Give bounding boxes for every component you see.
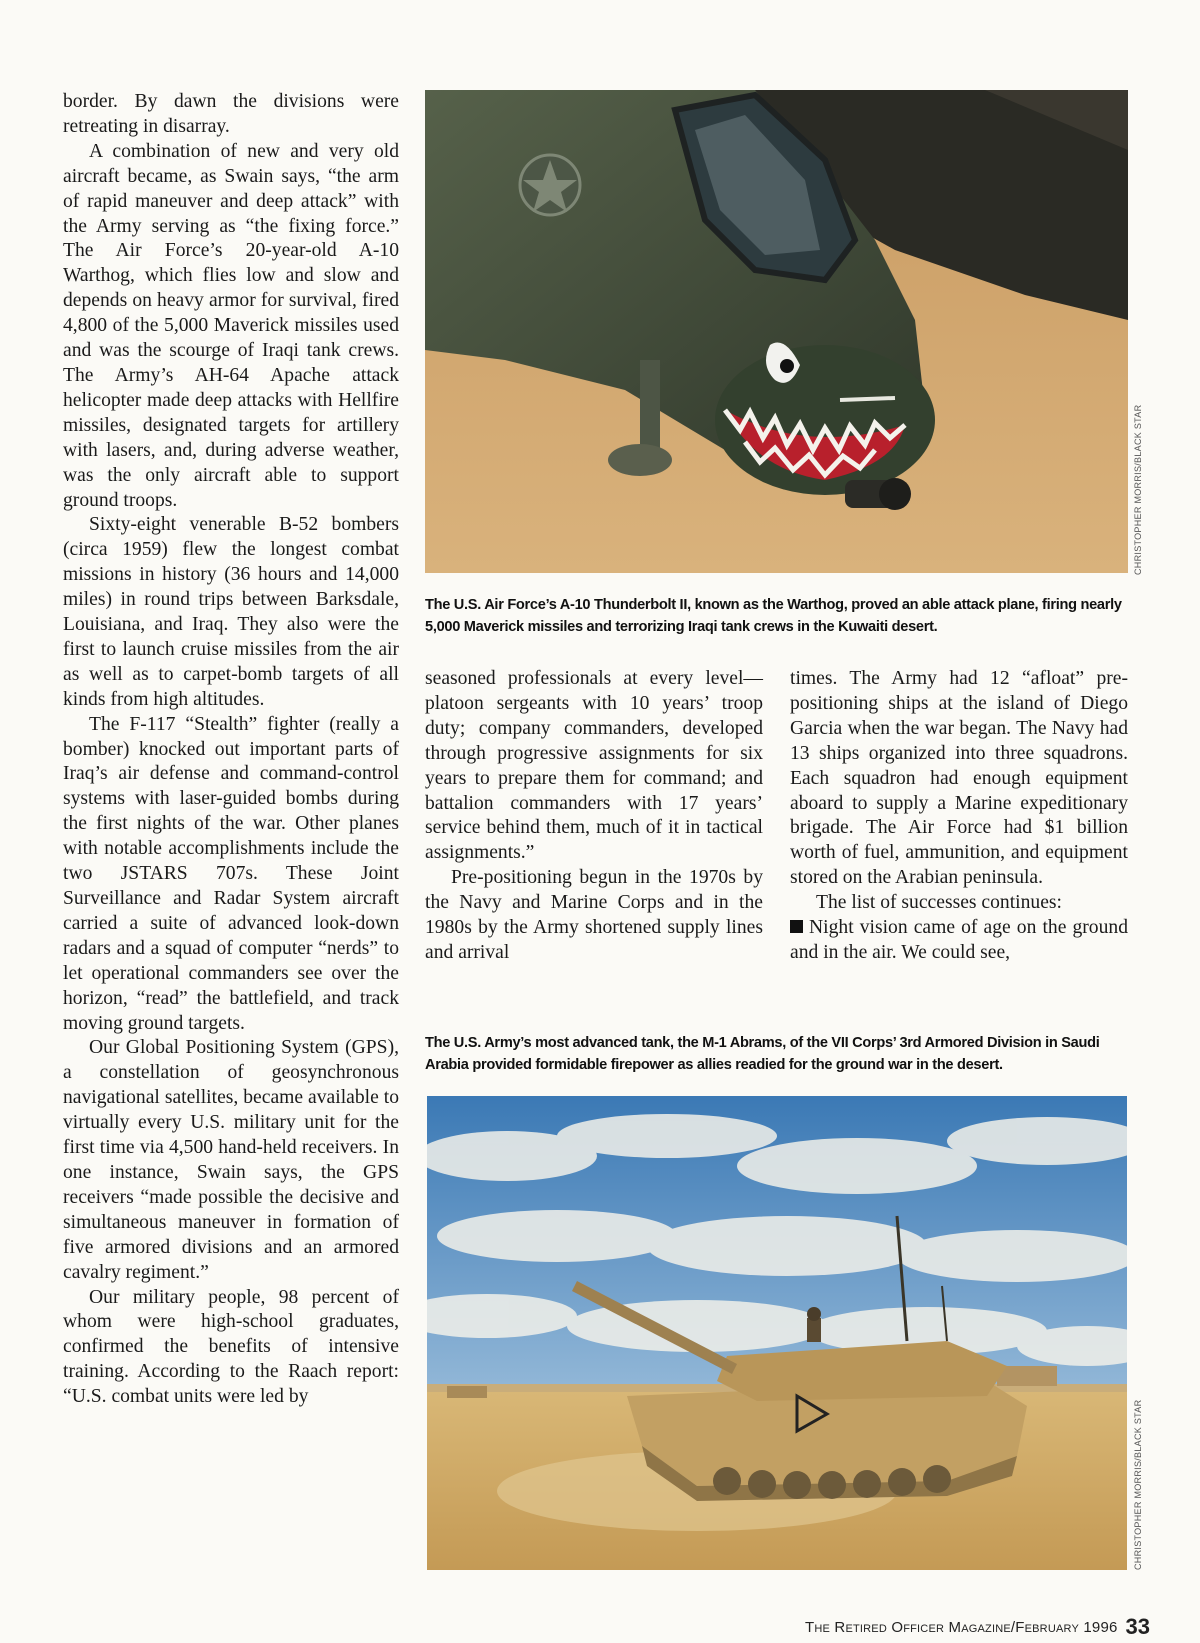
left-para: Sixty-eight venerable B-52 bombers (circa 1959) flew the longest combat missions in history (36 hours and 14,000 miles) in round trips between Barksdale, Louisiana, and Iraq. They also were the first to launch cruise missiles from the air as well as to carpet-bomb targets of all kinds from high altitudes. — [63, 514, 399, 710]
left-para: The F-117 “Stealth” fighter (really a bomber) knocked out important parts of Iraq’s air defense and command-control systems with laser-guided bombs during the first nights of the war. Other planes with notable accomplishments include the two JSTARS 707s. These Joint Surveillance and Radar System aircraft carried a suite of advanced look-down radars and a squad of computer “nerds” to let operational commanders see over the horizon, “read” the battlefield, and track moving ground targets. — [63, 713, 399, 1034]
page-footer — [805, 1614, 1151, 1640]
square-bullet-icon — [790, 920, 803, 933]
bullet-text: Night vision came of age on the ground and in the air. We could see, — [790, 917, 1128, 963]
right-text-column — [790, 667, 1128, 966]
m1-abrams-tank-photo — [427, 1096, 1127, 1570]
left-para: border. By dawn the divisions were retreating in disarray. — [63, 91, 399, 137]
left-para: Our Global Positioning System (GPS), a constellation of geosynchronous navigational satellites, became available to virtually every U.S. military unit for the first time via 4,500 hand-held receivers. In one instance, Swain says, the GPS receivers “made possible the decisive and simultaneous maneuver in formation of five armored divisions and an armored cavalry regiment.” — [63, 1037, 399, 1283]
right-para: The list of successes continues: — [816, 892, 1062, 914]
a10-photo-caption: The U.S. Air Force’s A-10 Thunderbolt II, known as the Warthog, proved an able attack plane, firing nearly 5,000 Maverick missiles and terrorizing Iraqi tank crews in the Kuwaiti desert. — [425, 597, 1122, 635]
magazine-issue: The Retired Officer Magazine/February 1996 — [805, 1619, 1118, 1636]
photo-credit: CHRISTOPHER MORRIS/BLACK STAR — [1133, 1399, 1143, 1570]
left-para: Our military people, 98 percent of whom were high-school graduates, confirmed the benefits of intensive training. According to the Raach report: “U.S. combat units were led by — [63, 1286, 399, 1408]
middle-para: Pre-positioning begun in the 1970s by the Navy and Marine Corps and in the 1980s by the Army shortened supply lines and arrival — [425, 867, 763, 963]
tank-photo-caption: The U.S. Army’s most advanced tank, the M-1 Abrams, of the VII Corps’ 3rd Armored Division in Saudi Arabia provided formidable firepower as allies readied for the ground war in the desert. — [425, 1035, 1100, 1073]
bullet-item — [790, 916, 1128, 966]
photo-credit: CHRISTOPHER MORRIS/BLACK STAR — [1133, 404, 1143, 575]
right-para: times. The Army had 12 “afloat” pre-positioning ships at the island of Diego Garcia when the war began. The Navy had 13 ships organized into three squadrons. Each squadron had enough equipment aboard to supply a Marine expeditionary brigade. The Air Force had $1 billion worth of fuel, ammunition, and equipment stored on the Arabian peninsula. — [790, 668, 1128, 889]
page-number: 33 — [1125, 1614, 1151, 1639]
left-text-column — [63, 90, 399, 1410]
left-para: A combination of new and very old aircraft became, as Swain says, “the arm of rapid maneuver and deep attack” with the Army serving as “the fixing force.” The Air Force’s 20-year-old A-10 Warthog, which flies low and slow and depends on heavy armor for survival, fired 4,800 of the 5,000 Maverick missiles used and was the scourge of Iraqi tank crews. The Army’s AH-64 Apache attack helicopter made deep attacks with Hellfire missiles, designated targets for artillery with lasers, and, during adverse weather, was the only aircraft able to support ground troops. — [63, 140, 399, 511]
a10-warthog-photo — [425, 90, 1128, 573]
middle-para: seasoned professionals at every level—platoon sergeants with 10 years’ troop duty; company commanders, developed through progressive assignments for six years to prepare them for command; and battalion commanders with 17 years’ service behind them, much of it in tactical assignments.” — [425, 668, 763, 864]
middle-text-column — [425, 667, 763, 966]
